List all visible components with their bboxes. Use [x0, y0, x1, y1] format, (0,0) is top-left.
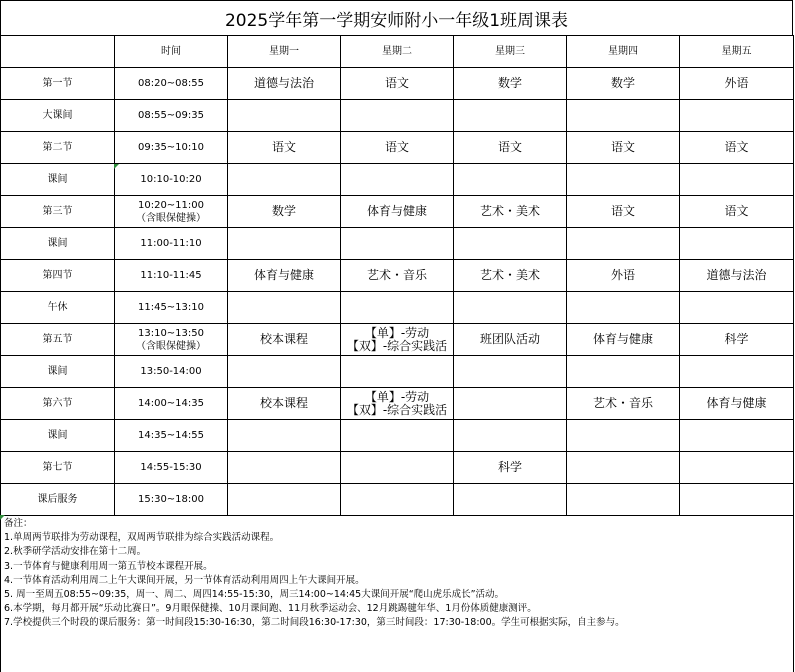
subject-cell — [454, 132, 567, 164]
note-line: 2.秋季研学活动安排在第十二周。 — [4, 546, 147, 558]
subject-cell — [680, 356, 794, 388]
subject-cell — [567, 356, 680, 388]
subject-text: 艺术・音乐 — [366, 268, 427, 282]
subject-cell — [454, 420, 567, 452]
header-day: 星期四 — [567, 36, 680, 68]
period-time — [115, 164, 228, 196]
subject-cell — [454, 452, 567, 484]
note-line: 3.一节体育与健康利用周一第五节校本课程开展。 — [4, 560, 213, 572]
note-line: 1.单周两节联排为劳动课程，双周两节联排为综合实践活动课程。 — [4, 532, 280, 544]
subject-text: 【单】-劳动 — [364, 389, 430, 404]
subject-text: 语文 — [610, 204, 635, 218]
subject-cell — [680, 452, 794, 484]
subject-cell — [341, 68, 454, 100]
subject-cell — [341, 100, 454, 132]
table-row — [1, 260, 794, 292]
period-time — [115, 388, 228, 420]
subject-text: 【双】-综合实践活 — [346, 338, 448, 353]
subject-cell — [680, 388, 794, 420]
period-label: 课后服务 — [1, 484, 115, 516]
subject-cell — [454, 228, 567, 260]
subject-cell — [567, 420, 680, 452]
subject-cell — [228, 100, 341, 132]
notes-section — [0, 515, 794, 672]
subject-cell — [341, 356, 454, 388]
subject-text: 语文 — [384, 140, 409, 154]
subject-cell — [341, 292, 454, 324]
table-row — [1, 228, 794, 260]
subject-text: 数学 — [497, 76, 522, 90]
subject-cell — [454, 68, 567, 100]
subject-cell — [680, 68, 794, 100]
subject-cell — [680, 420, 794, 452]
subject-text: 数学 — [610, 76, 635, 90]
subject-cell — [680, 100, 794, 132]
table-row — [1, 68, 794, 100]
time-text: 08:20~08:55 — [137, 78, 204, 89]
time-text: 14:35~14:55 — [137, 430, 204, 441]
time-text: 08:55~09:35 — [137, 110, 204, 121]
subject-text: 语文 — [724, 140, 749, 154]
period-time — [115, 68, 228, 100]
note-line: 5. 周一至周五08:55~09:35，周一、周二、周四14:55-15:30，周三14:00~14:45大课间开展“爬山虎乐成长”活动。 — [4, 589, 505, 601]
subject-text: 艺术・美术 — [479, 204, 540, 218]
subject-text: 语文 — [384, 76, 409, 90]
time-text: 15:30~18:00 — [137, 494, 204, 505]
subject-cell — [454, 484, 567, 516]
table-row — [1, 452, 794, 484]
subject-cell — [341, 260, 454, 292]
comment-indicator-icon — [0, 515, 5, 520]
subject-text: 体育与健康 — [253, 268, 314, 282]
subject-cell — [567, 68, 680, 100]
period-label: 课间 — [1, 164, 115, 196]
subject-cell — [228, 68, 341, 100]
period-time — [115, 292, 228, 324]
time-text: 14:00~14:35 — [137, 398, 204, 409]
subject-cell — [454, 388, 567, 420]
subject-text: 【双】-综合实践活 — [346, 402, 448, 417]
subject-cell — [567, 228, 680, 260]
subject-text: 语文 — [497, 140, 522, 154]
subject-cell — [567, 196, 680, 228]
subject-cell — [454, 260, 567, 292]
subject-cell — [567, 484, 680, 516]
subject-cell — [341, 420, 454, 452]
table-row — [1, 388, 794, 420]
time-text: 11:00-11:10 — [140, 238, 202, 249]
time-text: （含眼保健操） — [136, 340, 206, 352]
period-time — [115, 196, 228, 228]
subject-cell — [454, 324, 567, 356]
subject-cell — [567, 260, 680, 292]
period-label: 第二节 — [1, 132, 115, 164]
subject-cell — [680, 164, 794, 196]
subject-cell — [680, 324, 794, 356]
period-time — [115, 356, 228, 388]
subject-cell — [341, 196, 454, 228]
subject-text: 语文 — [610, 140, 635, 154]
subject-text: 班团队活动 — [479, 332, 540, 346]
notes-heading: 备注： — [4, 518, 33, 529]
subject-cell — [228, 356, 341, 388]
subject-text: 校本课程 — [259, 396, 308, 410]
period-label: 第六节 — [1, 388, 115, 420]
subject-cell — [567, 132, 680, 164]
subject-cell — [341, 164, 454, 196]
header-row — [1, 36, 794, 68]
subject-cell — [454, 164, 567, 196]
table-row — [1, 324, 794, 356]
subject-cell — [567, 452, 680, 484]
period-time — [115, 484, 228, 516]
subject-text: 艺术・美术 — [479, 268, 540, 282]
subject-cell — [228, 164, 341, 196]
period-time — [115, 420, 228, 452]
period-label: 第七节 — [1, 452, 115, 484]
table-row — [1, 132, 794, 164]
header-day: 星期一 — [228, 36, 341, 68]
subject-cell — [341, 452, 454, 484]
time-text: 13:10~13:50 — [137, 327, 204, 339]
time-text: 10:20~11:00 — [137, 199, 204, 211]
subject-text: 艺术・音乐 — [592, 396, 653, 410]
header-corner — [1, 36, 115, 68]
header-day: 星期五 — [680, 36, 794, 68]
subject-text: 外语 — [724, 76, 749, 90]
period-label: 课间 — [1, 356, 115, 388]
subject-cell — [680, 196, 794, 228]
period-time — [115, 228, 228, 260]
note-line: 7.学校提供三个时段的课后服务：第一时间段15:30-16:30，第二时间段16:30-17:30，第三时间段：17:30-18:00。学生可根据实际，自主参与。 — [4, 617, 625, 629]
subject-cell — [341, 324, 454, 356]
subject-cell — [454, 356, 567, 388]
table-row — [1, 292, 794, 324]
subject-cell — [680, 292, 794, 324]
page-title: 2025学年第一学期安师附小一年级1班周课表 — [0, 0, 793, 35]
header-day: 星期二 — [341, 36, 454, 68]
subject-text: 【单】-劳动 — [364, 325, 430, 340]
header-day: 星期三 — [454, 36, 567, 68]
period-label: 第三节 — [1, 196, 115, 228]
subject-cell — [228, 260, 341, 292]
table-row — [1, 164, 794, 196]
period-time — [115, 100, 228, 132]
time-text: 11:10-11:45 — [140, 270, 202, 281]
comment-indicator-icon — [114, 164, 119, 169]
subject-cell — [567, 100, 680, 132]
subject-cell — [228, 228, 341, 260]
period-label: 第一节 — [1, 68, 115, 100]
period-time — [115, 132, 228, 164]
subject-text: 科学 — [724, 332, 749, 346]
subject-cell — [567, 164, 680, 196]
subject-cell — [341, 132, 454, 164]
subject-text: 体育与健康 — [706, 396, 767, 410]
subject-cell — [228, 452, 341, 484]
table-row — [1, 484, 794, 516]
period-time — [115, 324, 228, 356]
note-line: 4.一节体育活动利用周二上午大课间开展，另一节体育活动利用周四上午大课间开展。 — [4, 574, 365, 586]
subject-text: 校本课程 — [259, 332, 308, 346]
subject-cell — [680, 228, 794, 260]
subject-text: 语文 — [271, 140, 296, 154]
table-row — [1, 356, 794, 388]
subject-cell — [228, 292, 341, 324]
time-text: （含眼保健操） — [136, 212, 206, 224]
subject-cell — [228, 324, 341, 356]
table-row — [1, 196, 794, 228]
subject-cell — [567, 324, 680, 356]
period-time — [115, 452, 228, 484]
note-line: 6.本学期，每月都开展“乐动比赛日”。9月眼保健操、10月课间跑、11月秋季运动会、12月跳踢毽年华、1月份体质健康测评。 — [4, 603, 537, 615]
time-text: 14:55-15:30 — [140, 462, 202, 473]
subject-text: 体育与健康 — [366, 204, 427, 218]
subject-cell — [228, 388, 341, 420]
table-row — [1, 100, 794, 132]
period-time — [115, 260, 228, 292]
period-label: 课间 — [1, 420, 115, 452]
period-label: 大课间 — [1, 100, 115, 132]
subject-cell — [454, 292, 567, 324]
subject-cell — [680, 484, 794, 516]
subject-text: 道德与法治 — [253, 76, 314, 90]
subject-cell — [341, 228, 454, 260]
subject-cell — [680, 260, 794, 292]
subject-text: 体育与健康 — [592, 332, 653, 346]
subject-cell — [680, 132, 794, 164]
subject-cell — [341, 484, 454, 516]
period-label: 第四节 — [1, 260, 115, 292]
period-label: 午休 — [1, 292, 115, 324]
time-text: 13:50-14:00 — [140, 366, 202, 377]
subject-cell — [228, 196, 341, 228]
subject-cell — [341, 388, 454, 420]
period-label: 课间 — [1, 228, 115, 260]
time-text: 09:35~10:10 — [137, 142, 204, 153]
subject-cell — [228, 484, 341, 516]
subject-cell — [228, 132, 341, 164]
subject-text: 科学 — [497, 460, 522, 474]
time-text: 11:45~13:10 — [137, 302, 204, 313]
subject-cell — [567, 292, 680, 324]
header-time: 时间 — [115, 36, 228, 68]
table-row — [1, 420, 794, 452]
subject-cell — [567, 388, 680, 420]
time-text: 10:10-10:20 — [140, 174, 202, 185]
subject-cell — [228, 420, 341, 452]
subject-cell — [454, 196, 567, 228]
period-label: 第五节 — [1, 324, 115, 356]
subject-text: 道德与法治 — [706, 268, 767, 282]
subject-cell — [454, 100, 567, 132]
subject-text: 数学 — [271, 204, 296, 218]
schedule-table — [0, 35, 794, 516]
subject-text: 语文 — [724, 204, 749, 218]
subject-text: 外语 — [610, 268, 635, 282]
